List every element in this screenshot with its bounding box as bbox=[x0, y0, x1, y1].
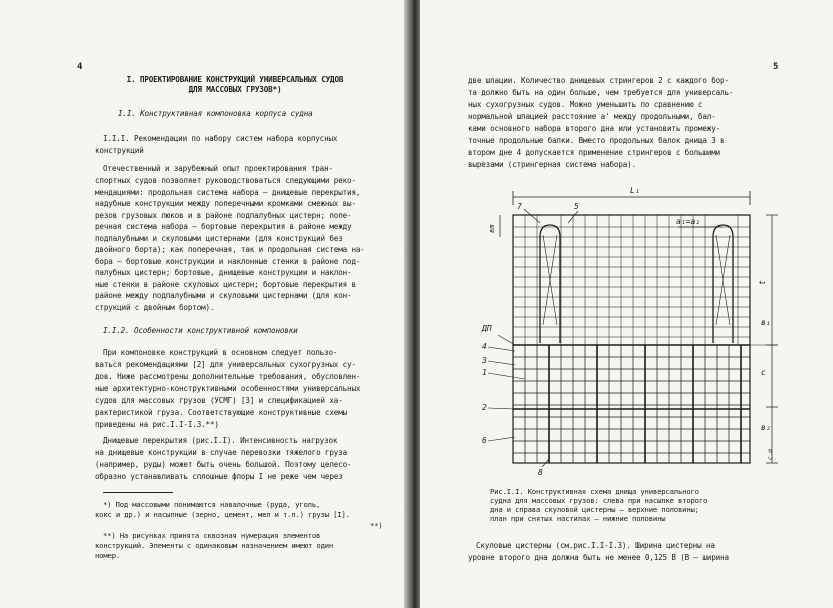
text-line: ками основного набора второго дна или установить промежу- bbox=[468, 124, 721, 133]
label-a1-a2: a₁=a₂ bbox=[676, 217, 701, 226]
text-line: рактеристикой груза. Соответствующие конструктивные схемы bbox=[95, 408, 348, 417]
text-line: приведены на рис.I.I-I.3.**) bbox=[95, 420, 219, 429]
label-t: t bbox=[758, 280, 767, 285]
text-line: ваться рекомендациями [2] для универсальных сухогрузных су- bbox=[95, 360, 356, 369]
label-4: 4 bbox=[482, 342, 487, 351]
text-line: та должно быть на один больше, чем требуется для универсаль- bbox=[468, 88, 734, 97]
caption-line: план при снятых настилах – нижние половины bbox=[490, 514, 666, 523]
upper-half-frames bbox=[525, 215, 738, 345]
text-line: Днищевые перекрытия (рис.I.I). Интенсивность нагрузок bbox=[103, 436, 338, 445]
text-line: две шпации. Количество днищевых стрингеров 2 с каждого бор- bbox=[468, 76, 729, 85]
label-3: 3 bbox=[482, 356, 487, 365]
text-line: уровне второго дна должна быть не менее 0,125 В (В – ширина bbox=[468, 553, 729, 562]
right-hopper-outline bbox=[713, 225, 733, 343]
footnote-line: **) bbox=[370, 521, 383, 530]
subsection-heading-1-1-1-cont: конструкций bbox=[95, 146, 144, 155]
text-line: двойного борта); как поперечная, так и продольная система на- bbox=[95, 245, 365, 254]
text-line: точные продольные балки. Вместо продольных балок днища 3 в bbox=[468, 136, 725, 145]
text-line: (например, руды) может быть очень большой. Поэтому целесо- bbox=[95, 460, 352, 469]
chapter-title-line-1: I. ПРОЕКТИРОВАНИЕ КОНСТРУКЦИЙ УНИВЕРСАЛЬНЫХ СУДОВ bbox=[126, 75, 344, 84]
right-page bbox=[420, 0, 833, 608]
text-line: образно устанавливать сплошные флоры I не реже чем через bbox=[95, 472, 343, 481]
footnote-line: конструкций. Элементы с одинаковым назначением имеют один bbox=[95, 541, 334, 550]
bottom-structure-diagram bbox=[420, 175, 833, 495]
text-line: на днищевые конструкции в случае перевозки тяжелого груза bbox=[95, 448, 348, 457]
label-b2: в₂ bbox=[761, 423, 771, 432]
section-heading-1-1: I.I. Конструктивная компоновка корпуса судна bbox=[118, 109, 313, 118]
text-line: вырезами (стрингерная система набора). bbox=[468, 160, 637, 169]
label-csh: с.ш bbox=[767, 449, 774, 460]
text-line: спортных судов позволяет руководствоваться следующими реко- bbox=[95, 176, 356, 185]
label-l1: L₁ bbox=[630, 186, 640, 195]
label-2: 2 bbox=[482, 403, 487, 412]
text-line: мендациями: продольная система набора – днищевые перекрытия, bbox=[95, 188, 361, 197]
caption-line: дна и справа скуловой цистерны – верхние половины; bbox=[490, 505, 699, 514]
text-line: речная система набора – бортовые перекрытия в районе между bbox=[95, 222, 352, 231]
caption-line: Рис.I.I. Конструктивная схема днища универсального bbox=[490, 487, 699, 496]
text-line: подпалубными и скуловыми цистернами (для конструкций без bbox=[95, 234, 343, 243]
footnote-line: кокс и др.) и насыпные (зерно, цемент, мел и т.п.) грузы [I]. bbox=[95, 510, 350, 519]
page-number: 5 bbox=[773, 62, 779, 72]
text-line: районе между подпалубными и скуловыми цистернами (для кон- bbox=[95, 291, 352, 300]
label-dp: ДП bbox=[482, 324, 492, 333]
label-bm: вm bbox=[488, 224, 496, 233]
footnote-line: **) На рисунках принята сквозная нумерация элементов bbox=[103, 531, 321, 540]
chapter-title-line-2: ДЛЯ МАССОВЫХ ГРУЗОВ*) bbox=[188, 85, 282, 94]
label-6: 6 bbox=[482, 436, 487, 445]
text-line: палубных цистерн; бортовые, днищевые конструкции и наклон- bbox=[95, 268, 352, 277]
left-hopper-outline bbox=[540, 225, 560, 343]
subsection-heading-1-1-2: I.I.2. Особенности конструктивной компоновки bbox=[103, 326, 298, 335]
label-7: 7 bbox=[517, 202, 522, 211]
footnote-line: номер. bbox=[95, 551, 121, 560]
solid-floors bbox=[549, 345, 741, 463]
footnote-line: *) Под массовыми понимаются навалочные (руда, уголь, bbox=[103, 500, 321, 509]
text-line: ные стенки в районе скуловых цистерн; бортовые перекрытия в bbox=[95, 280, 356, 289]
text-line: резов грузовых люков и в районе подпалубных цистерн; попе- bbox=[95, 211, 352, 220]
text-line: надубные конструкции между поперечными кромками смежных вы- bbox=[95, 199, 356, 208]
label-5: 5 bbox=[574, 202, 579, 211]
text-line: судов для массовых грузов (УСМГ) [3] и спецификацией ха- bbox=[95, 396, 343, 405]
label-8: 8 bbox=[538, 468, 543, 477]
label-c: с bbox=[761, 368, 766, 377]
text-line: дов. Ниже рассмотрены дополнительные требования, обусловлен- bbox=[95, 372, 361, 381]
text-line: Отечественный и зарубежный опыт проектирования тран- bbox=[103, 164, 333, 173]
text-line: нормальной шпацией расстояние a' между продольными, бал- bbox=[468, 112, 716, 121]
footnote-separator bbox=[103, 492, 173, 493]
text-line: бора – бортовые конструкции и наклонные стенки в районе под- bbox=[95, 257, 361, 266]
upper-half-pattern bbox=[513, 227, 750, 337]
label-b1: в₁ bbox=[761, 318, 771, 327]
caption-line: судна для массовых грузов: слева при насыпке второго bbox=[490, 496, 708, 505]
label-1: 1 bbox=[482, 368, 487, 377]
text-line: ных сухогрузных судов. Можно уменьшить по сравнению с bbox=[468, 100, 703, 109]
lower-half-floors bbox=[525, 345, 741, 463]
page-number: 4 bbox=[77, 62, 83, 72]
text-line: Скуловые цистерны (см.рис.I.I-I.3). Ширина цистерны на bbox=[476, 541, 715, 550]
left-page bbox=[0, 0, 412, 608]
text-line: втором дне 4 допускается применение стрингеров с большими bbox=[468, 148, 721, 157]
text-line: При компоновке конструкций в основном следует пользо- bbox=[103, 348, 338, 357]
text-line: струкций с двойным бортом). bbox=[95, 303, 215, 312]
text-line: ные архитектурно-конструктивными особенностями универсальных bbox=[95, 384, 361, 393]
subsection-heading-1-1-1: I.I.I. Рекомендации по набору систем набора корпусных bbox=[103, 134, 338, 143]
